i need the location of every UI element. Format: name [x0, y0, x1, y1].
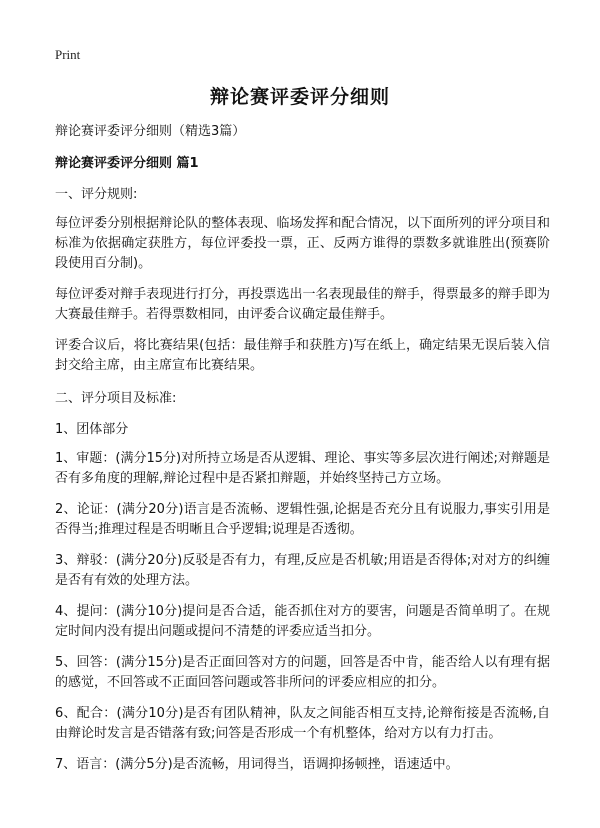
print-link[interactable]: Print: [55, 47, 81, 62]
document-subtitle: 辩论赛评委评分细则（精选3篇）: [55, 124, 246, 139]
list-item: 5、回答：(满分15分)是否正面回答对方的问题，回答是否中肯，能否给人以有理有据的感觉，不回答或不正面回答问题或答非所问的评委应相应的扣分。: [55, 655, 550, 690]
list-item: 6、配合：(满分10分)是否有团队精神，队友之间能否相互支持,论辩衔接是否流畅,自由辩论时发言是否错落有致;问答是否形成一个有机整体，给对方以有力打击。: [55, 706, 550, 741]
list-item: 2、论证：(满分20分)语言是否流畅、逻辑性强,论据是否充分且有说服力,事实引用是否得当;推理过程是否明晰且合乎逻辑;说理是否透彻。: [55, 502, 550, 537]
heading-scoring-items: 二、评分项目及标准:: [55, 391, 177, 406]
paragraph: 每位评委对辩手表现进行打分，再投票选出一名表现最佳的辩手，得票最多的辩手即为大赛最佳辩手。若得票数相同，由评委合议确定最佳辩手。: [55, 287, 550, 322]
document-body: [55, 120, 550, 786]
list-item: 7、语言：(满分5分)是否流畅，用词得当，语调抑扬顿挫，语速适中。: [55, 757, 459, 772]
list-item: 3、辩驳：(满分20分)反驳是否有力，有理,反应是否机敏;用语是否得体;对对方的纠缠是否有有效的处理方法。: [55, 553, 550, 588]
heading-team-part: 1、团体部分: [55, 422, 129, 437]
paragraph: 每位评委分别根据辩论队的整体表现、临场发挥和配合情况，以下面所列的评分项目和标准为依据确定获胜方，每位评委投一票，正、反两方谁得的票数多就谁胜出(预赛阶段使用百分制)。: [55, 216, 550, 271]
section-heading: 辩论赛评委评分细则 篇1: [55, 156, 199, 171]
list-item: 4、提问：(满分10分)提问是否合适，能否抓住对方的要害，问题是否简单明了。在规定时间内没有提出问题或提问不清楚的评委应适当扣分。: [55, 604, 550, 639]
list-item: 1、审题：(满分15分)对所持立场是否从逻辑、理论、事实等多层次进行阐述;对辩题是否有多角度的理解,辩论过程中是否紧扣辩题，并始终坚持己方立场。: [55, 451, 550, 486]
paragraph: 评委合议后，将比赛结果(包括：最佳辩手和获胜方)写在纸上，确定结果无误后装入信封交给主席，由主席宣布比赛结果。: [55, 338, 550, 373]
document-title: 辩论赛评委评分细则: [209, 86, 390, 108]
heading-scoring-rules: 一、评分规则:: [55, 187, 138, 202]
